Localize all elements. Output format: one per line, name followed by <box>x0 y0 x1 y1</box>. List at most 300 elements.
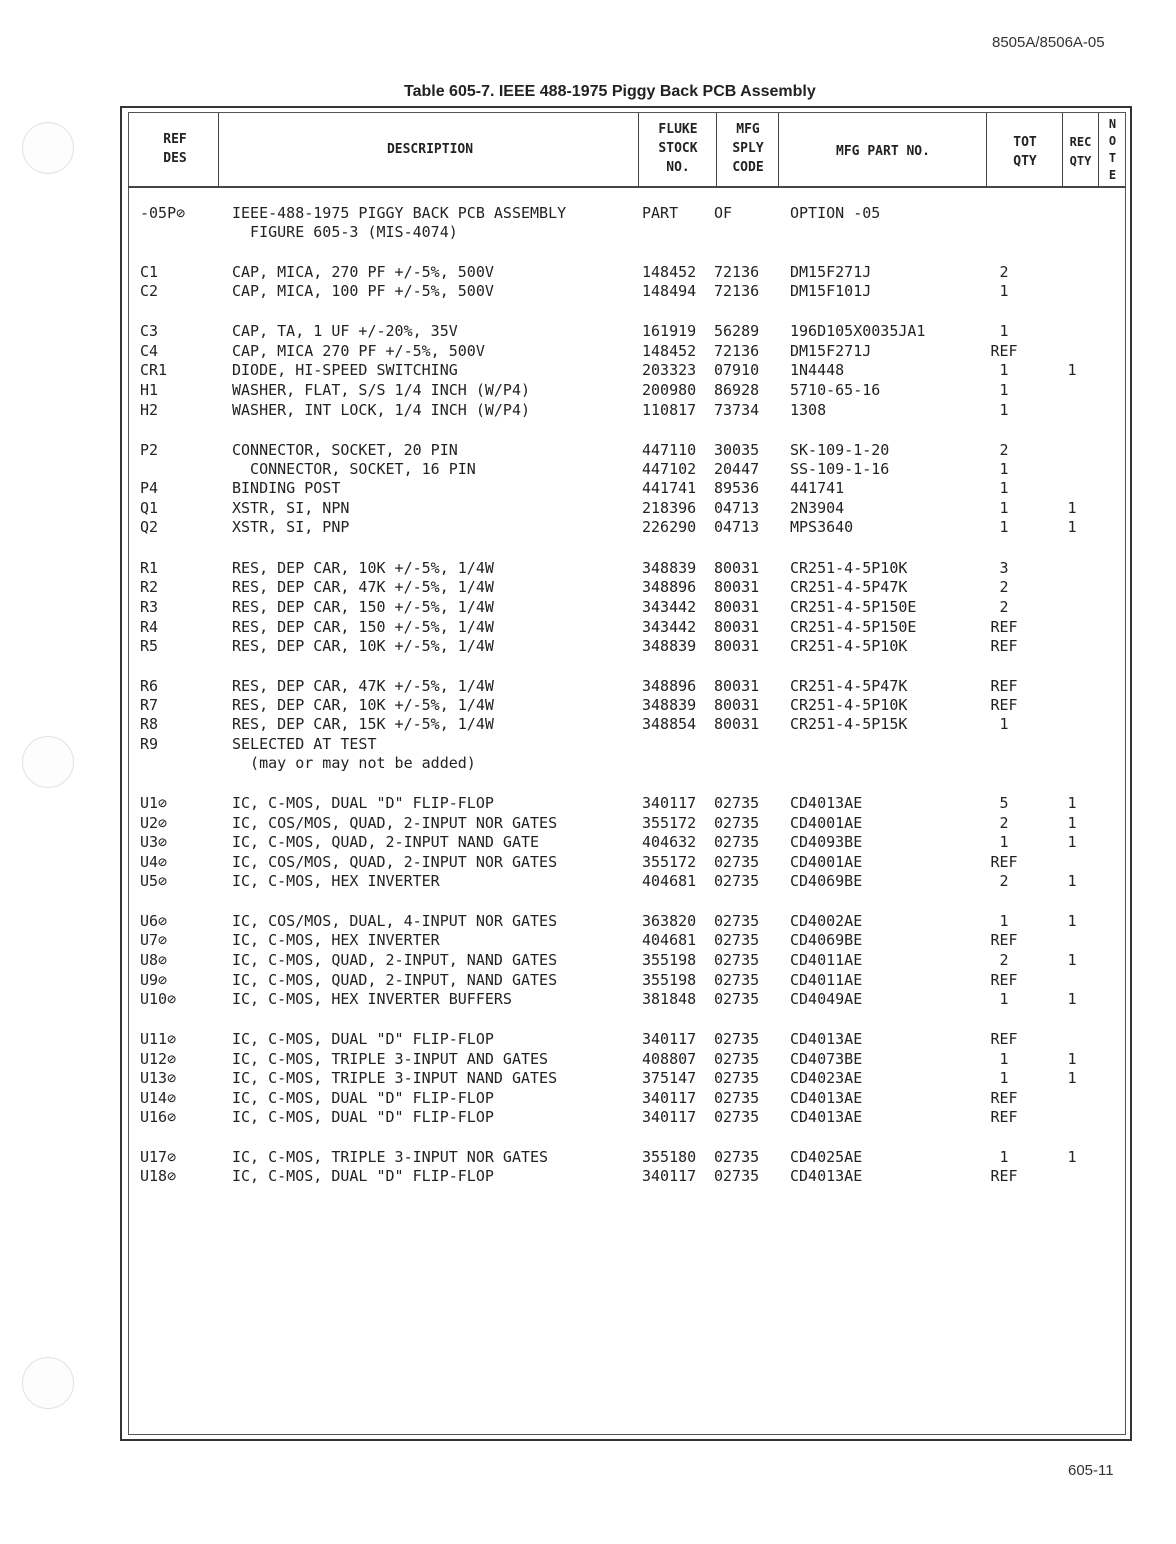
stock-no: 348896 <box>642 677 697 695</box>
description: CAP, MICA, 100 PF +/-5%, 500V <box>232 282 494 300</box>
sply-code: 80031 <box>714 696 760 714</box>
rec-qty: 1 <box>1067 361 1077 379</box>
mfg-part-no: 196D105X0035JA1 <box>790 322 926 340</box>
description: XSTR, SI, NPN <box>232 499 350 517</box>
description: IC, C-MOS, DUAL "D" FLIP-FLOP <box>232 1030 494 1048</box>
sply-code: 80031 <box>714 578 760 596</box>
stock-no: 340117 <box>642 1167 697 1185</box>
ref-des: U8⊘ <box>140 951 168 969</box>
ref-des: P2 <box>140 441 159 459</box>
tot-qty: REF <box>990 1167 1018 1185</box>
rec-qty: 1 <box>1067 833 1077 851</box>
description: IC, C-MOS, DUAL "D" FLIP-FLOP <box>232 1089 494 1107</box>
description: DIODE, HI-SPEED SWITCHING <box>232 361 458 379</box>
sply-code: 56289 <box>714 322 760 340</box>
page-number: 605-11 <box>1068 1462 1114 1479</box>
stock-no: 355172 <box>642 853 697 871</box>
header-description: DESCRIPTION <box>386 142 474 157</box>
tot-qty: 1 <box>999 322 1009 340</box>
stock-no: 348839 <box>642 637 697 655</box>
mfg-part-no: DM15F271J <box>790 263 872 281</box>
stock-no: 343442 <box>642 618 697 636</box>
stock-no: 404681 <box>642 872 697 890</box>
header-mfg-sply-code: MFG SPLY CODE <box>732 122 764 175</box>
description: RES, DEP CAR, 15K +/-5%, 1/4W <box>232 715 494 733</box>
tot-qty: REF <box>990 971 1018 989</box>
description: WASHER, FLAT, S/S 1/4 INCH (W/P4) <box>232 381 531 399</box>
tot-qty: 1 <box>999 1148 1009 1166</box>
tot-qty: 1 <box>999 912 1009 930</box>
tot-qty: 1 <box>999 282 1009 300</box>
header-fluke-stock: FLUKE STOCK NO. <box>658 122 698 175</box>
table-row <box>130 676 1120 696</box>
mfg-part-no: CD4013AE <box>790 1108 863 1126</box>
description: BINDING POST <box>232 479 341 497</box>
rec-qty: 1 <box>1067 912 1077 930</box>
mfg-part-no: CD4002AE <box>790 912 863 930</box>
description: IC, C-MOS, HEX INVERTER BUFFERS <box>232 990 512 1008</box>
sply-code: 86928 <box>714 381 760 399</box>
stock-no: 110817 <box>642 401 697 419</box>
header-tot-qty: TOT QTY <box>1013 135 1037 169</box>
tot-qty: 1 <box>999 479 1009 497</box>
table-row <box>130 1147 1120 1167</box>
stock-no: 148452 <box>642 342 697 360</box>
table-row <box>130 753 1120 773</box>
ref-des: Q2 <box>140 518 159 536</box>
tot-qty: 2 <box>999 578 1009 596</box>
ref-des: U14⊘ <box>140 1089 177 1107</box>
ref-des: U2⊘ <box>140 814 168 832</box>
tot-qty: REF <box>990 1089 1018 1107</box>
table-title: Table 605-7. IEEE 488-1975 Piggy Back PCB Assembly <box>404 83 816 100</box>
tot-qty: 2 <box>999 598 1009 616</box>
ref-des: U18⊘ <box>140 1167 177 1185</box>
sply-code: 80031 <box>714 559 760 577</box>
mfg-part-no: CD4013AE <box>790 1167 863 1185</box>
ref-des: U1⊘ <box>140 794 168 812</box>
sply-code: 80031 <box>714 618 760 636</box>
header-rec-qty: REC QTY <box>1069 135 1092 168</box>
rec-qty: 1 <box>1067 1069 1077 1087</box>
rec-qty: 1 <box>1067 1050 1077 1068</box>
ref-des: U4⊘ <box>140 853 168 871</box>
table-row <box>130 1088 1120 1108</box>
stock-no: 340117 <box>642 794 697 812</box>
sply-code: 02735 <box>714 1108 760 1126</box>
tot-qty: REF <box>990 618 1018 636</box>
description: CONNECTOR, SOCKET, 20 PIN <box>232 441 458 459</box>
tot-qty: 1 <box>999 499 1009 517</box>
ref-des: P4 <box>140 479 159 497</box>
tot-qty: 2 <box>999 263 1009 281</box>
description: SELECTED AT TEST <box>232 735 377 753</box>
tot-qty: 1 <box>999 1050 1009 1068</box>
table-row <box>130 459 1120 479</box>
description: IC, C-MOS, DUAL "D" FLIP-FLOP <box>232 794 494 812</box>
table-row <box>130 597 1120 617</box>
sply-code: 04713 <box>714 518 760 536</box>
stock-no: 404632 <box>642 833 697 851</box>
tot-qty: 1 <box>999 990 1009 1008</box>
mfg-part-no: 1308 <box>790 401 827 419</box>
sply-code: 72136 <box>714 282 760 300</box>
tot-qty: REF <box>990 342 1018 360</box>
table-row <box>130 1029 1120 1049</box>
mfg-part-no: 441741 <box>790 479 845 497</box>
stock-no: 375147 <box>642 1069 697 1087</box>
mfg-part-no: CD4013AE <box>790 794 863 812</box>
rec-qty: 1 <box>1067 794 1077 812</box>
table-row <box>130 636 1120 656</box>
description: RES, DEP CAR, 10K +/-5%, 1/4W <box>232 637 494 655</box>
rec-qty: 1 <box>1067 990 1077 1008</box>
description: IC, C-MOS, DUAL "D" FLIP-FLOP <box>232 1167 494 1185</box>
tot-qty: 2 <box>999 872 1009 890</box>
description: CAP, MICA 270 PF +/-5%, 500V <box>232 342 485 360</box>
stock-no: 408807 <box>642 1050 697 1068</box>
ref-des: R2 <box>140 578 159 596</box>
ref-des: Q1 <box>140 499 159 517</box>
mfg-part-no: CR251-4-5P150E <box>790 618 917 636</box>
tot-qty: 1 <box>999 1069 1009 1087</box>
mfg-part-no: CD4001AE <box>790 853 863 871</box>
tot-qty: REF <box>990 637 1018 655</box>
punch-hole <box>22 1357 74 1409</box>
sply-code: 30035 <box>714 441 760 459</box>
sply-code: 02735 <box>714 951 760 969</box>
table-row <box>130 871 1120 891</box>
description: XSTR, SI, PNP <box>232 518 350 536</box>
description: RES, DEP CAR, 10K +/-5%, 1/4W <box>232 559 494 577</box>
stock-no: 355198 <box>642 951 697 969</box>
mfg-part-no: CD4013AE <box>790 1030 863 1048</box>
ref-des: U17⊘ <box>140 1148 177 1166</box>
ref-des: U7⊘ <box>140 931 168 949</box>
mfg-part-no: CR251-4-5P15K <box>790 715 908 733</box>
description: (may or may not be added) <box>232 754 476 772</box>
mfg-part-no: CR251-4-5P47K <box>790 578 908 596</box>
description: WASHER, INT LOCK, 1/4 INCH (W/P4) <box>232 401 531 419</box>
mfg-part-no: CD4069BE <box>790 872 863 890</box>
table-row <box>130 714 1120 734</box>
tot-qty: 1 <box>999 518 1009 536</box>
ref-des: U9⊘ <box>140 971 168 989</box>
sply-code: 02735 <box>714 971 760 989</box>
ref-des: U5⊘ <box>140 872 168 890</box>
tot-qty: REF <box>990 1030 1018 1048</box>
table-row <box>130 930 1120 950</box>
table-row <box>130 478 1120 498</box>
description: IC, C-MOS, TRIPLE 3-INPUT NOR GATES <box>232 1148 549 1166</box>
ref-des: R3 <box>140 598 159 616</box>
stock-no: 203323 <box>642 361 697 379</box>
tot-qty: 1 <box>999 401 1009 419</box>
mfg-part-no: 5710-65-16 <box>790 381 881 399</box>
table-row <box>130 832 1120 852</box>
sply-code: 80031 <box>714 677 760 695</box>
header-divider <box>986 113 987 187</box>
sply-code: 02735 <box>714 1030 760 1048</box>
stock-no: 381848 <box>642 990 697 1008</box>
ref-des: C4 <box>140 342 159 360</box>
description: RES, DEP CAR, 10K +/-5%, 1/4W <box>232 696 494 714</box>
ref-des: U13⊘ <box>140 1069 177 1087</box>
description: IC, C-MOS, HEX INVERTER <box>232 872 440 890</box>
stock-no: 363820 <box>642 912 697 930</box>
tot-qty: REF <box>990 677 1018 695</box>
tot-qty: REF <box>990 853 1018 871</box>
sply-code: 02735 <box>714 1069 760 1087</box>
mfg-part-no: MPS3640 <box>790 518 854 536</box>
mfg-part-no: CD4011AE <box>790 951 863 969</box>
sply-code: 02735 <box>714 1167 760 1185</box>
stock-no: 404681 <box>642 931 697 949</box>
stock-no: 218396 <box>642 499 697 517</box>
ref-des: U3⊘ <box>140 833 168 851</box>
mfg-part-no: 2N3904 <box>790 499 845 517</box>
description: RES, DEP CAR, 150 +/-5%, 1/4W <box>232 618 494 636</box>
ref-des: CR1 <box>140 361 168 379</box>
table-row <box>130 1107 1120 1127</box>
table-row <box>130 695 1120 715</box>
mfg-part-no: CR251-4-5P150E <box>790 598 917 616</box>
stock-no: 348839 <box>642 696 697 714</box>
stock-no: 447110 <box>642 441 697 459</box>
header-divider <box>218 113 219 187</box>
sply-code: OF <box>714 204 733 222</box>
table-row <box>130 440 1120 460</box>
table-row <box>130 222 1120 242</box>
tot-qty: 2 <box>999 951 1009 969</box>
sply-code: 72136 <box>714 342 760 360</box>
description: IC, COS/MOS, DUAL, 4-INPUT NOR GATES <box>232 912 558 930</box>
sply-code: 02735 <box>714 814 760 832</box>
table-row <box>130 911 1120 931</box>
stock-no: 348896 <box>642 578 697 596</box>
ref-des: R5 <box>140 637 159 655</box>
ref-des: R9 <box>140 735 159 753</box>
ref-des: R7 <box>140 696 159 714</box>
stock-no: 226290 <box>642 518 697 536</box>
table-row <box>130 577 1120 597</box>
sply-code: 02735 <box>714 1089 760 1107</box>
table-row <box>130 321 1120 341</box>
header-mfg-part-no: MFG PART NO. <box>836 144 930 159</box>
mfg-part-no: CR251-4-5P10K <box>790 559 908 577</box>
sply-code: 02735 <box>714 833 760 851</box>
rec-qty: 1 <box>1067 499 1077 517</box>
table-row <box>130 989 1120 1009</box>
mfg-part-no: SS-109-1-16 <box>790 460 890 478</box>
mfg-part-no: CD4023AE <box>790 1069 863 1087</box>
description: RES, DEP CAR, 47K +/-5%, 1/4W <box>232 578 494 596</box>
table-row <box>130 517 1120 537</box>
mfg-part-no: CD4001AE <box>790 814 863 832</box>
header-divider <box>716 113 717 187</box>
table-row <box>130 262 1120 282</box>
stock-no: 340117 <box>642 1108 697 1126</box>
sply-code: 80031 <box>714 715 760 733</box>
sply-code: 89536 <box>714 479 760 497</box>
description: FIGURE 605-3 (MIS-4074) <box>232 223 458 241</box>
table-row <box>130 203 1120 223</box>
header-note: N O T E <box>1108 117 1117 182</box>
ref-des: R1 <box>140 559 159 577</box>
sply-code: 02735 <box>714 872 760 890</box>
table-row <box>130 734 1120 754</box>
rec-qty: 1 <box>1067 951 1077 969</box>
sply-code: 02735 <box>714 853 760 871</box>
rec-qty: 1 <box>1067 872 1077 890</box>
table-row <box>130 617 1120 637</box>
table-row <box>130 558 1120 578</box>
table-row <box>130 950 1120 970</box>
description: IEEE-488-1975 PIGGY BACK PCB ASSEMBLY <box>232 204 567 222</box>
stock-no: 148452 <box>642 263 697 281</box>
document-id: 8505A/8506A-05 <box>992 34 1105 51</box>
description: RES, DEP CAR, 150 +/-5%, 1/4W <box>232 598 494 616</box>
mfg-part-no: CD4025AE <box>790 1148 863 1166</box>
stock-no: 200980 <box>642 381 697 399</box>
ref-des: U11⊘ <box>140 1030 177 1048</box>
description: CAP, MICA, 270 PF +/-5%, 500V <box>232 263 494 281</box>
stock-no: 348854 <box>642 715 697 733</box>
table-row <box>130 1049 1120 1069</box>
sply-code: 80031 <box>714 598 760 616</box>
tot-qty: 1 <box>999 361 1009 379</box>
table-row <box>130 970 1120 990</box>
ref-des: H1 <box>140 381 159 399</box>
sply-code: 02735 <box>714 1050 760 1068</box>
stock-no: 355180 <box>642 1148 697 1166</box>
mfg-part-no: 1N4448 <box>790 361 845 379</box>
stock-no: 355172 <box>642 814 697 832</box>
ref-des: -05P⊘ <box>140 204 186 222</box>
stock-no: 441741 <box>642 479 697 497</box>
rec-qty: 1 <box>1067 518 1077 536</box>
ref-des: U16⊘ <box>140 1108 177 1126</box>
mfg-part-no: CD4011AE <box>790 971 863 989</box>
table-row <box>130 380 1120 400</box>
ref-des: C1 <box>140 263 159 281</box>
description: IC, C-MOS, HEX INVERTER <box>232 931 440 949</box>
description: IC, C-MOS, DUAL "D" FLIP-FLOP <box>232 1108 494 1126</box>
sply-code: 02735 <box>714 912 760 930</box>
punch-hole <box>22 122 74 174</box>
header-rule <box>128 186 1126 188</box>
tot-qty: 2 <box>999 814 1009 832</box>
mfg-part-no: SK-109-1-20 <box>790 441 890 459</box>
header-divider <box>778 113 779 187</box>
table-row <box>130 1068 1120 1088</box>
description: IC, COS/MOS, QUAD, 2-INPUT NOR GATES <box>232 814 558 832</box>
description: RES, DEP CAR, 47K +/-5%, 1/4W <box>232 677 494 695</box>
ref-des: U6⊘ <box>140 912 168 930</box>
description: IC, C-MOS, QUAD, 2-INPUT NAND GATE <box>232 833 540 851</box>
stock-no: 343442 <box>642 598 697 616</box>
description: IC, C-MOS, TRIPLE 3-INPUT AND GATES <box>232 1050 549 1068</box>
stock-no: 348839 <box>642 559 697 577</box>
mfg-part-no: DM15F271J <box>790 342 872 360</box>
tot-qty: 1 <box>999 833 1009 851</box>
stock-no: 161919 <box>642 322 697 340</box>
sply-code: 02735 <box>714 794 760 812</box>
tot-qty: REF <box>990 696 1018 714</box>
description: CONNECTOR, SOCKET, 16 PIN <box>232 460 476 478</box>
table-row <box>130 498 1120 518</box>
ref-des: R6 <box>140 677 159 695</box>
mfg-part-no: CR251-4-5P47K <box>790 677 908 695</box>
stock-no: 340117 <box>642 1089 697 1107</box>
table-row <box>130 400 1120 420</box>
description: IC, C-MOS, TRIPLE 3-INPUT NAND GATES <box>232 1069 558 1087</box>
description: IC, C-MOS, QUAD, 2-INPUT, NAND GATES <box>232 951 558 969</box>
ref-des: U10⊘ <box>140 990 177 1008</box>
stock-no: 340117 <box>642 1030 697 1048</box>
tot-qty: 5 <box>999 794 1009 812</box>
table-row <box>130 1166 1120 1186</box>
ref-des: R4 <box>140 618 159 636</box>
ref-des: R8 <box>140 715 159 733</box>
table-row <box>130 360 1120 380</box>
mfg-part-no: CD4069BE <box>790 931 863 949</box>
tot-qty: 1 <box>999 381 1009 399</box>
table-row <box>130 281 1120 301</box>
description: IC, C-MOS, QUAD, 2-INPUT, NAND GATES <box>232 971 558 989</box>
ref-des: U12⊘ <box>140 1050 177 1068</box>
sply-code: 02735 <box>714 1148 760 1166</box>
header-divider <box>1098 113 1099 187</box>
sply-code: 72136 <box>714 263 760 281</box>
header-ref-des: REF DES <box>163 132 187 166</box>
stock-no: 447102 <box>642 460 697 478</box>
tot-qty: REF <box>990 931 1018 949</box>
sply-code: 80031 <box>714 637 760 655</box>
table-row <box>130 813 1120 833</box>
sply-code: 04713 <box>714 499 760 517</box>
punch-hole <box>22 736 74 788</box>
mfg-part-no: CD4093BE <box>790 833 863 851</box>
table-inner-border <box>128 112 1126 1435</box>
stock-no: 148494 <box>642 282 697 300</box>
tot-qty: 1 <box>999 715 1009 733</box>
sply-code: 02735 <box>714 990 760 1008</box>
rec-qty: 1 <box>1067 1148 1077 1166</box>
sply-code: 20447 <box>714 460 760 478</box>
sply-code: 02735 <box>714 931 760 949</box>
table-row <box>130 852 1120 872</box>
tot-qty: REF <box>990 1108 1018 1126</box>
mfg-part-no: CR251-4-5P10K <box>790 696 908 714</box>
mfg-part-no: CR251-4-5P10K <box>790 637 908 655</box>
description: CAP, TA, 1 UF +/-20%, 35V <box>232 322 458 340</box>
stock-no: PART <box>642 204 679 222</box>
tot-qty: 2 <box>999 441 1009 459</box>
mfg-part-no: CD4049AE <box>790 990 863 1008</box>
mfg-part-no: OPTION -05 <box>790 204 881 222</box>
table-row <box>130 793 1120 813</box>
stock-no: 355198 <box>642 971 697 989</box>
rec-qty: 1 <box>1067 814 1077 832</box>
sply-code: 73734 <box>714 401 760 419</box>
tot-qty: 1 <box>999 460 1009 478</box>
table-row <box>130 341 1120 361</box>
ref-des: C2 <box>140 282 159 300</box>
mfg-part-no: CD4013AE <box>790 1089 863 1107</box>
mfg-part-no: CD4073BE <box>790 1050 863 1068</box>
tot-qty: 3 <box>999 559 1009 577</box>
